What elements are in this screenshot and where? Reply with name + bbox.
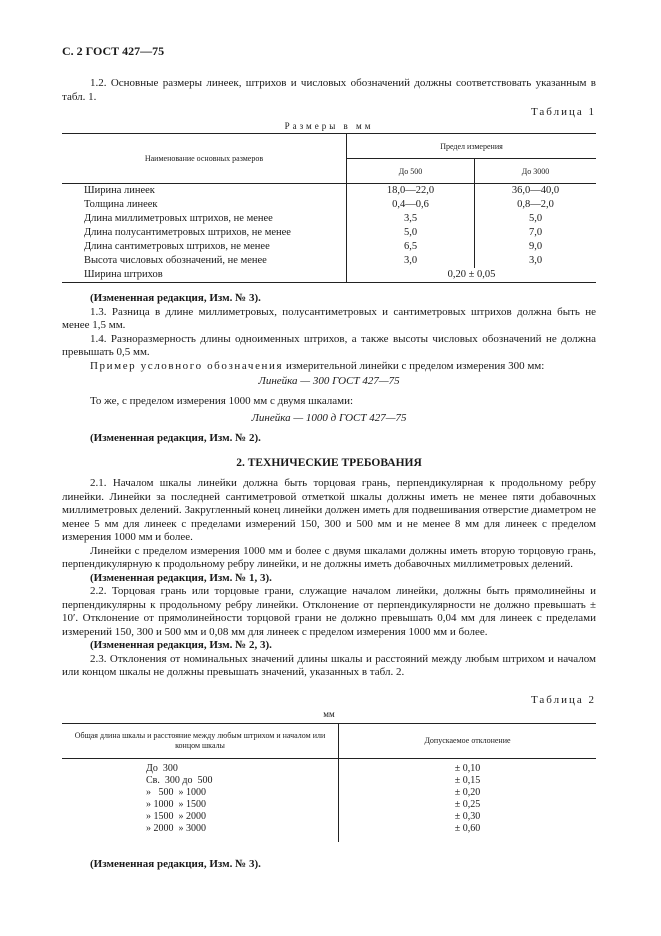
edition-note: (Измененная редакция, Изм. № 3). bbox=[90, 292, 261, 304]
paragraph-1-3: 1.3. Разница в длине миллиметровых, полусантиметровых и сантиметровых штрихов должна быть не менее 1,5 мм. bbox=[62, 305, 596, 331]
table1-row-500: 0,4—0,6 bbox=[347, 198, 475, 212]
table1-row-3000: 0,8—2,0 bbox=[475, 198, 597, 212]
edition-note: (Измененная редакция, Изм. № 2, 3). bbox=[90, 639, 272, 651]
table1-row-500: 18,0—22,0 bbox=[347, 184, 475, 199]
table-row bbox=[62, 240, 596, 254]
table1-header-500: До 500 bbox=[347, 159, 475, 184]
table-row bbox=[62, 226, 596, 240]
paragraph-1-4: 1.4. Разноразмерность длины одноименных штрихов, а также высоты числовых обозначений не должна превышать 0,5 мм. bbox=[62, 332, 596, 358]
paragraph-2-2: 2.2. Торцовая грань или торцовые грани, служащие началом линейки, должны быть прямолинейны и перпендикулярны к продольному ребру линейки. Отклонение от перпендикулярности не должно превышать ± 10′. Отклонение от прямолинейности торцовой грани не должно превышать 0,04 мм для линеек с пределами измерений 150, 300 и 500 мм и 0,08 мм для линеек с пределом измерения 1000 мм и более. bbox=[62, 585, 596, 638]
table-row bbox=[62, 811, 596, 823]
table1-row-3000: 3,0 bbox=[475, 254, 597, 268]
table-row bbox=[62, 775, 596, 787]
table1-row-3000: 9,0 bbox=[475, 240, 597, 254]
table1-caption: Размеры в мм bbox=[284, 121, 374, 131]
table2-row-tolerance: ± 0,15 bbox=[339, 775, 597, 787]
table1-header-3000: До 3000 bbox=[475, 159, 597, 184]
table-1 bbox=[62, 133, 596, 283]
table2-row-range: » 2000 » 3000 bbox=[146, 822, 206, 834]
table-row bbox=[62, 212, 596, 226]
table-row bbox=[62, 184, 596, 199]
example-label: Пример условного обозначения bbox=[90, 359, 284, 372]
table-row bbox=[62, 758, 596, 775]
page-header: С. 2 ГОСТ 427—75 bbox=[62, 44, 165, 58]
table2-row-range: » 1500 » 2000 bbox=[146, 810, 206, 822]
table2-row-range: До 300 bbox=[146, 762, 178, 774]
example-line bbox=[62, 360, 596, 374]
edition-note: (Измененная редакция, Изм. № 3). bbox=[90, 857, 261, 870]
table1-last-row-value: 0,20 ± 0,05 bbox=[347, 268, 597, 283]
table1-row-name: Длина миллиметровых штрихов, не менее bbox=[84, 213, 273, 224]
table2-row-range: » 500 » 1000 bbox=[146, 786, 206, 798]
table2-row-tolerance: ± 0,25 bbox=[339, 799, 597, 811]
table2-header-length: Общая длина шкалы и расстояние между любым штрихом и началом или концом шкалы bbox=[74, 730, 326, 750]
table1-label: Таблица 1 bbox=[530, 106, 596, 118]
table1-row-3000: 5,0 bbox=[475, 212, 597, 226]
paragraph-1-2: 1.2. Основные размеры линеек, штрихов и числовых обозначений должны соответствовать указанным в табл. 1. bbox=[62, 77, 596, 103]
table2-header-tolerance: Допускаемое отклонение bbox=[339, 723, 597, 758]
table2-row-tolerance: ± 0,10 bbox=[339, 758, 597, 775]
paragraph-2-1-b: Линейки с пределом измерения 1000 мм и более с двумя шкалами должны иметь вторую торцовую грань, перпендикулярную к продольному ребру линейки, и не должны иметь добавочных миллиметровых делений. bbox=[62, 544, 596, 570]
table1-row-name: Длина полусантиметровых штрихов, не менее bbox=[84, 227, 291, 238]
table-row bbox=[62, 198, 596, 212]
table1-row-500: 6,5 bbox=[347, 240, 475, 254]
section-title: 2. ТЕХНИЧЕСКИЕ ТРЕБОВАНИЯ bbox=[236, 457, 422, 469]
table1-row-name: Длина сантиметровых штрихов, не менее bbox=[84, 241, 270, 252]
edition-note: (Измененная редакция, Изм. № 1, 3). bbox=[90, 571, 272, 584]
example-designation-1: Линейка — 300 ГОСТ 427—75 bbox=[258, 375, 400, 387]
table2-label: Таблица 2 bbox=[530, 693, 596, 706]
same-text: То же, с пределом измерения 1000 мм с двумя шкалами: bbox=[90, 394, 354, 407]
document-page bbox=[62, 44, 596, 871]
table1-row-500: 5,0 bbox=[347, 226, 475, 240]
table1-header-name: Наименование основных размеров bbox=[62, 134, 347, 184]
table-row bbox=[62, 254, 596, 268]
table1-row-name: Толщина линеек bbox=[84, 199, 158, 210]
table2-row-tolerance: ± 0,20 bbox=[339, 787, 597, 799]
table1-row-name: Ширина линеек bbox=[84, 185, 155, 196]
table1-row-3000: 36,0—40,0 bbox=[475, 184, 597, 199]
table2-row-tolerance: ± 0,60 bbox=[339, 823, 597, 842]
table2-row-range: » 1000 » 1500 bbox=[146, 798, 206, 810]
table1-row-500: 3,0 bbox=[347, 254, 475, 268]
table-row bbox=[62, 823, 596, 842]
example-text: измерительной линейки с пределом измерения 300 мм: bbox=[285, 359, 545, 372]
table1-row-3000: 7,0 bbox=[475, 226, 597, 240]
paragraph-2-3: 2.3. Отклонения от номинальных значений длины шкалы и расстояний между любым штрихом и началом или концом шкалы не должны превышать значений, указанных в табл. 2. bbox=[62, 652, 596, 678]
table2-row-tolerance: ± 0,30 bbox=[339, 811, 597, 823]
table2-row-range: Св. 300 до 500 bbox=[146, 774, 213, 786]
table1-last-row-name: Ширина штрихов bbox=[84, 269, 163, 280]
example-designation-2: Линейка — 1000 д ГОСТ 427—75 bbox=[251, 412, 407, 424]
table1-header-range: Предел измерения bbox=[347, 134, 597, 159]
paragraph-2-1: 2.1. Началом шкалы линейки должна быть торцовая грань, перпендикулярная к продольному ребру линейки. Линейки за последней сантиметровой отметкой шкалы должны иметь не менее пяти добавочных миллиметровых делений. Закругленный конец линейки должен иметь для подвешивания отверстие диаметром не менее 5 мм для линеек с пределами измерений 150, 300 и 500 мм и не менее 8 мм для линеек с пределом измерения 1000 мм и более. bbox=[62, 477, 596, 543]
table1-row-name: Высота числовых обозначений, не менее bbox=[84, 255, 267, 266]
table1-row-500: 3,5 bbox=[347, 212, 475, 226]
table-2 bbox=[62, 723, 596, 842]
edition-note: (Измененная редакция, Изм. № 2). bbox=[90, 431, 261, 444]
table-row bbox=[62, 799, 596, 811]
table-row bbox=[62, 787, 596, 799]
table2-unit: мм bbox=[323, 708, 335, 719]
